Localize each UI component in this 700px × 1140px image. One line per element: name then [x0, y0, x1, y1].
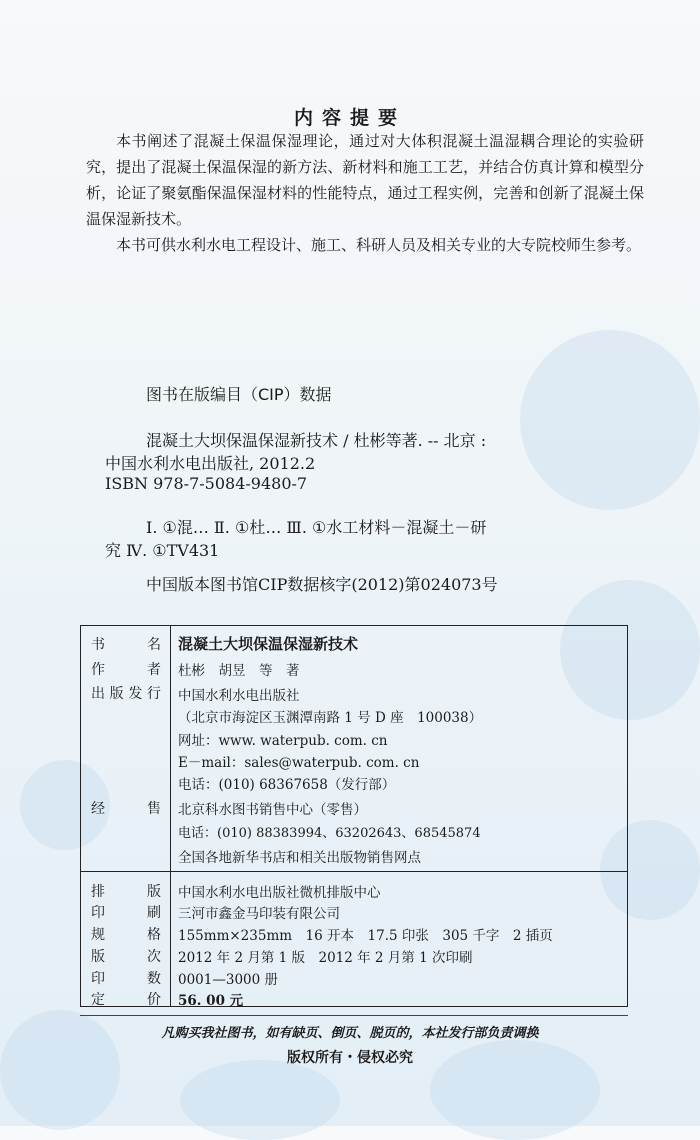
cip-record-number: 中国版本图书馆CIP数据核字(2012)第024073号	[146, 575, 498, 594]
book-name-label: 书 名	[91, 637, 161, 653]
print-label: 印 刷	[91, 905, 161, 921]
background-bubble	[180, 1060, 340, 1140]
publication-info-table	[80, 625, 628, 1007]
publisher-address: （北京市海淀区玉渊潭南路 1 号 D 座 100038）	[178, 710, 483, 726]
cip-line: 中国水利水电出版社, 2012.2	[105, 454, 316, 473]
spec-label: 规 格	[91, 927, 161, 943]
distributor-label: 经 售	[91, 801, 161, 817]
background-bubble	[520, 330, 700, 510]
price: 56. 00 元	[178, 993, 244, 1009]
cip-line: ISBN 978-7-5084-9480-7	[105, 474, 308, 493]
copyright-notice: 版权所有・侵权必究	[287, 1050, 413, 1066]
quantity-label: 印 数	[91, 971, 161, 987]
cip-heading: 图书在版编目（CIP）数据	[146, 385, 332, 404]
cip-line: 究 Ⅳ. ①TV431	[105, 541, 220, 560]
nationwide-outlets: 全国各地新华书店和相关出版物销售网点	[178, 850, 421, 866]
edition: 2012 年 2 月第 1 版 2012 年 2 月第 1 次印刷	[178, 950, 473, 966]
publisher-email: E－mail：sales@waterpub. com. cn	[178, 755, 420, 771]
distributor-phone: 电话：(010) 88383994、63202643、68545874	[178, 826, 481, 841]
typeset-label: 排 版	[91, 884, 161, 900]
distributor: 北京科水图书销售中心（零售）	[178, 802, 367, 818]
footer-rule	[80, 1015, 628, 1016]
spec: 155mm×235mm 16 开本 17.5 印张 305 千字 2 插页	[178, 928, 553, 944]
author-label: 作 者	[91, 662, 161, 678]
abstract-title: 内容提要	[293, 107, 406, 129]
abstract-paragraph: 本书阐述了混凝土保温保湿理论，通过对大体积混凝土温湿耦合理论的实验研究，提出了混凝土保温保湿的新方法、新材料和施工工艺，并结合仿真计算和模型分析，论证了聚氨酯保温保湿材料的性能特点，通过工程实例，完善和创新了混凝土保温保湿新技术。	[86, 132, 644, 228]
cip-line: Ⅰ. ①混… Ⅱ. ①杜… Ⅲ. ①水工材料－混凝土－研	[146, 518, 487, 537]
price-label: 定 价	[91, 992, 161, 1008]
return-notice: 凡购买我社图书，如有缺页、倒页、脱页的，本社发行部负责调换	[161, 1026, 539, 1041]
cip-line: 混凝土大坝保温保湿新技术 / 杜彬等著. -- 北京 :	[146, 431, 487, 450]
print-quantity: 0001—3000 册	[178, 972, 279, 988]
typeset: 中国水利水电出版社微机排版中心	[178, 885, 381, 901]
abstract-paragraph: 本书可供水利水电工程设计、施工、科研人员及相关专业的大专院校师生参考。	[116, 236, 642, 254]
table-section-divider	[81, 871, 627, 872]
publisher-phone: 电话：(010) 68367658（发行部）	[178, 777, 396, 793]
edition-label: 版 次	[91, 949, 161, 965]
author: 杜彬 胡昱 等 著	[178, 663, 300, 679]
printer: 三河市鑫金马印装有限公司	[178, 906, 340, 922]
book-name: 混凝土大坝保温保湿新技术	[178, 635, 359, 653]
publisher: 中国水利水电出版社	[178, 688, 300, 704]
publisher-website: 网址：www. waterpub. com. cn	[178, 733, 388, 749]
table-column-divider	[170, 626, 171, 1006]
publisher-label: 出 版 发 行	[91, 686, 161, 702]
